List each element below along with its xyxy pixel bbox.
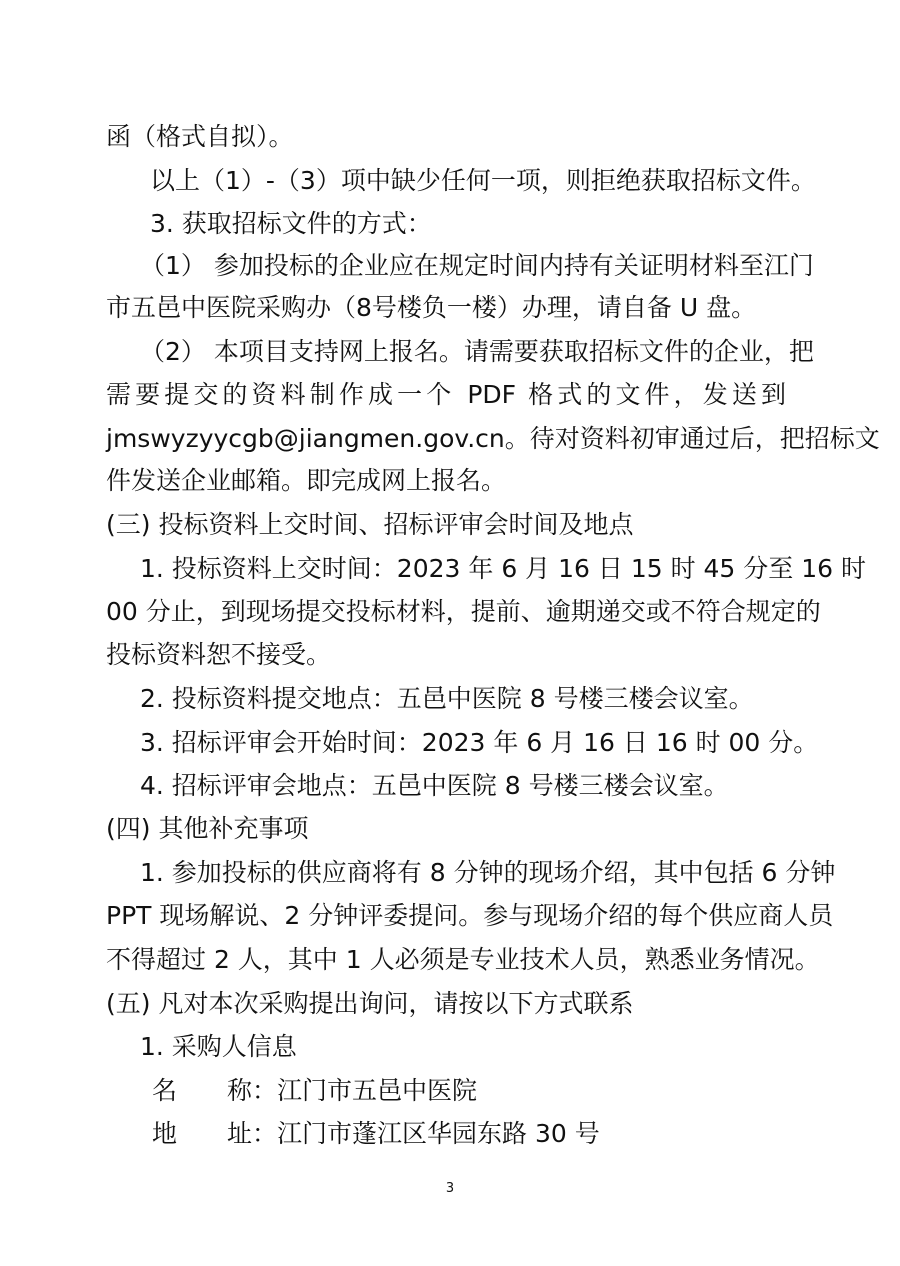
text-line-8: jmswyzyycgb@jiangmen.gov.cn。待对资料初审通过后，把招标文 <box>106 424 880 453</box>
text-line-12: 00 分止，到现场提交投标材料，提前、逾期递交或不符合规定的 <box>106 597 821 626</box>
text-line-22: 1. 采购人信息 <box>140 1032 297 1061</box>
text-line-11: 1. 投标资料上交时间：2023 年 6 月 16 日 15 时 45 分至 16 时 <box>140 554 866 583</box>
text-line-4: （1） 参加投标的企业应在规定时间内持有关证明材料至江门 <box>140 251 814 280</box>
contact-name-line: 名 称：江门市五邑中医院 <box>152 1076 478 1105</box>
text-line-15: 3. 招标评审会开始时间：2023 年 6 月 16 日 16 时 00 分。 <box>140 728 819 757</box>
page-number: 3 <box>445 1181 455 1196</box>
text-line-20: 不得超过 2 人，其中 1 人必须是专业技术人员，熟悉业务情况。 <box>106 945 820 974</box>
text-line-18: 1. 参加投标的供应商将有 8 分钟的现场介绍，其中包括 6 分钟 <box>140 858 836 887</box>
text-line-16: 4. 招标评审会地点：五邑中医院 8 号楼三楼会议室。 <box>140 771 729 800</box>
text-line-6: （2） 本项目支持网上报名。请需要获取招标文件的企业，把 <box>140 337 814 366</box>
section-heading-3: (三) 投标资料上交时间、招标评审会时间及地点 <box>106 510 634 539</box>
text-line-19: PPT 现场解说、2 分钟评委提问。参与现场介绍的每个供应商人员 <box>106 901 834 930</box>
text-line-13: 投标资料恕不接受。 <box>106 640 332 669</box>
text-line-9: 件发送企业邮箱。即完成网上报名。 <box>106 466 507 495</box>
text-line-1: 函（格式自拟）。 <box>106 122 294 151</box>
section-heading-4: (四) 其他补充事项 <box>106 814 309 843</box>
text-line-3: 3. 获取招标文件的方式： <box>150 209 432 238</box>
text-line-14: 2. 投标资料提交地点：五邑中医院 8 号楼三楼会议室。 <box>140 684 754 713</box>
text-line-7: 需要提交的资料制作成一个 PDF 格式的文件，发送到 <box>106 380 786 409</box>
text-line-5: 市五邑中医院采购办（8号楼负一楼）办理，请自备 U 盘。 <box>106 293 757 322</box>
text-line-2: 以上（1）-（3）项中缺少任何一项，则拒绝获取招标文件。 <box>150 166 816 195</box>
section-heading-5: (五) 凡对本次采购提出询问，请按以下方式联系 <box>106 989 634 1018</box>
contact-address-line: 地 址：江门市蓬江区华园东路 30 号 <box>152 1119 600 1148</box>
